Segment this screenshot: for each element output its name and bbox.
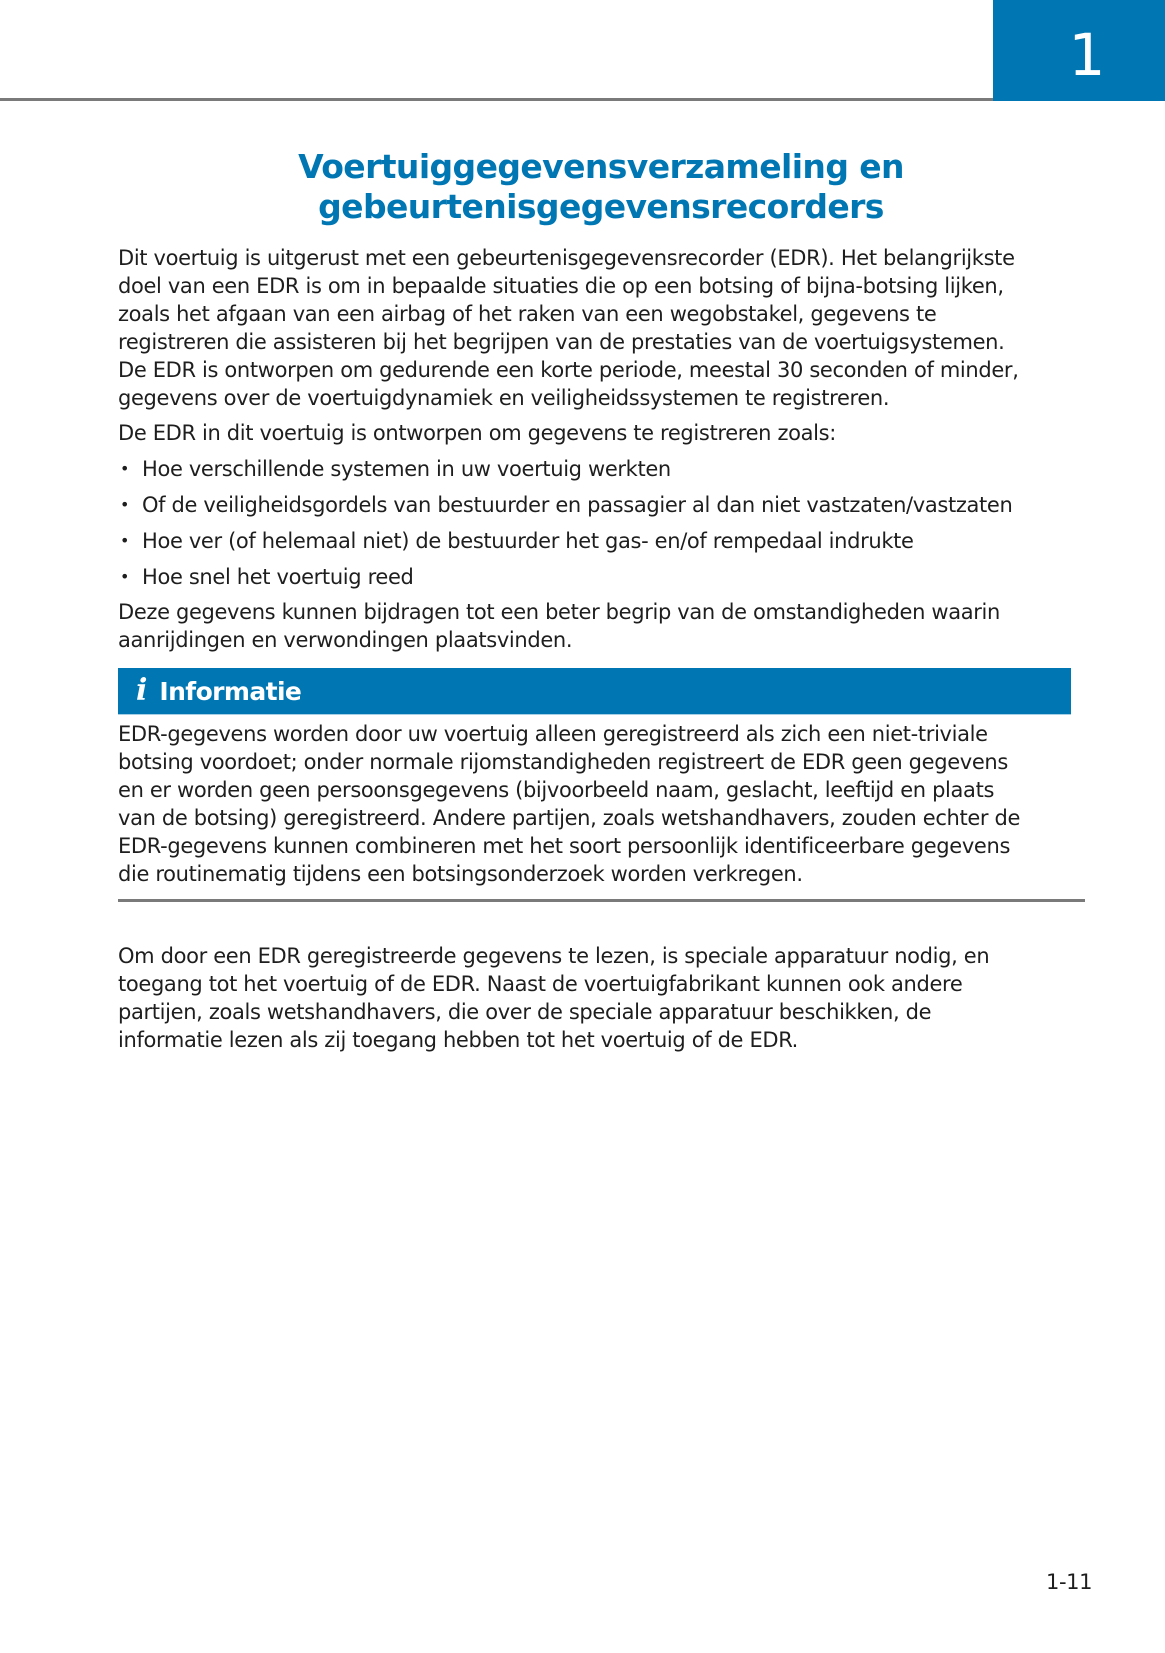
info-line: die routinematig tijdens een botsingsonderzoek worden verkregen. <box>118 862 803 886</box>
page-title-line-1: Voertuiggegevensverzameling en <box>298 147 904 186</box>
list-item-text: Hoe snel het voertuig reed <box>142 565 414 589</box>
intro-line: gegevens over de voertuigdynamiek en veiligheidssystemen te registreren. <box>118 386 890 410</box>
list-intro-text: De EDR in dit voertuig is ontworpen om gegevens te registreren zoals: <box>118 421 836 445</box>
list-item-text: Hoe ver (of helemaal niet) de bestuurder het gas- en/of rempedaal indrukte <box>142 529 914 553</box>
info-line: botsing voordoet; onder normale rijomstandigheden registreert de EDR geen gegevens <box>118 750 1008 774</box>
bullet-icon: • <box>120 567 130 586</box>
info-box-title: Informatie <box>159 676 302 706</box>
list-item-text: Of de veiligheidsgordels van bestuurder en passagier al dan niet vastzaten/vastzaten <box>142 493 1013 517</box>
header-rule <box>0 98 994 101</box>
list-item <box>118 455 1088 491</box>
intro-line: registreren die assisteren bij het begrijpen van de prestaties van de voertuigsystemen. <box>118 330 1005 354</box>
list-item-text: Hoe verschillende systemen in uw voertuig werkten <box>142 457 671 481</box>
recorded-data-list <box>118 455 1088 599</box>
info-icon: i <box>136 673 148 708</box>
info-box-underline <box>118 714 1071 715</box>
bullet-icon: • <box>120 495 130 514</box>
intro-line: De EDR is ontworpen om gedurende een korte periode, meestal 30 seconden of minder, <box>118 358 1019 382</box>
chapter-number: 1 <box>1068 20 1106 89</box>
page-number: 1-11 <box>1046 1570 1093 1594</box>
access-line: Om door een EDR geregistreerde gegevens te lezen, is speciale apparatuur nodig, en <box>118 944 990 968</box>
conclusion-line: aanrijdingen en verwondingen plaatsvinden. <box>118 628 573 652</box>
list-item <box>118 563 1088 599</box>
access-line: toegang tot het voertuig of de EDR. Naast de voertuigfabrikant kunnen ook andere <box>118 972 963 996</box>
bullet-icon: • <box>120 459 130 478</box>
bullet-icon: • <box>120 531 130 550</box>
list-item <box>118 491 1088 527</box>
info-box-header <box>118 668 1071 714</box>
list-intro <box>118 419 1088 447</box>
intro-line: Dit voertuig is uitgerust met een gebeurtenisgegevensrecorder (EDR). Het belangrijkste <box>118 246 1015 270</box>
intro-paragraph <box>118 244 1088 412</box>
conclusion-paragraph <box>118 598 1088 654</box>
page-title-line-2: gebeurtenisgegevensrecorders <box>318 187 884 226</box>
conclusion-line: Deze gegevens kunnen bijdragen tot een beter begrip van de omstandigheden waarin <box>118 600 1000 624</box>
access-paragraph <box>118 942 1088 1054</box>
info-line: EDR-gegevens worden door uw voertuig alleen geregistreerd als zich een niet-triviale <box>118 722 988 746</box>
access-line: partijen, zoals wetshandhavers, die over de speciale apparatuur beschikken, de <box>118 1000 932 1024</box>
intro-line: zoals het afgaan van een airbag of het raken van een wegobstakel, gegevens te <box>118 302 937 326</box>
info-box-divider <box>118 899 1085 902</box>
list-item <box>118 527 1088 563</box>
chapter-tab <box>993 0 1165 101</box>
intro-line: doel van een EDR is om in bepaalde situaties die op een botsing of bijna-botsing lijken, <box>118 274 1004 298</box>
access-line: informatie lezen als zij toegang hebben tot het voertuig of de EDR. <box>118 1028 799 1052</box>
info-line: van de botsing) geregistreerd. Andere partijen, zoals wetshandhavers, zouden echter de <box>118 806 1021 830</box>
page-title <box>118 147 1084 227</box>
info-line: en er worden geen persoonsgegevens (bijvoorbeeld naam, geslacht, leeftijd en plaats <box>118 778 995 802</box>
info-box-body <box>118 720 1088 888</box>
info-line: EDR-gegevens kunnen combineren met het soort persoonlijk identificeerbare gegevens <box>118 834 1011 858</box>
